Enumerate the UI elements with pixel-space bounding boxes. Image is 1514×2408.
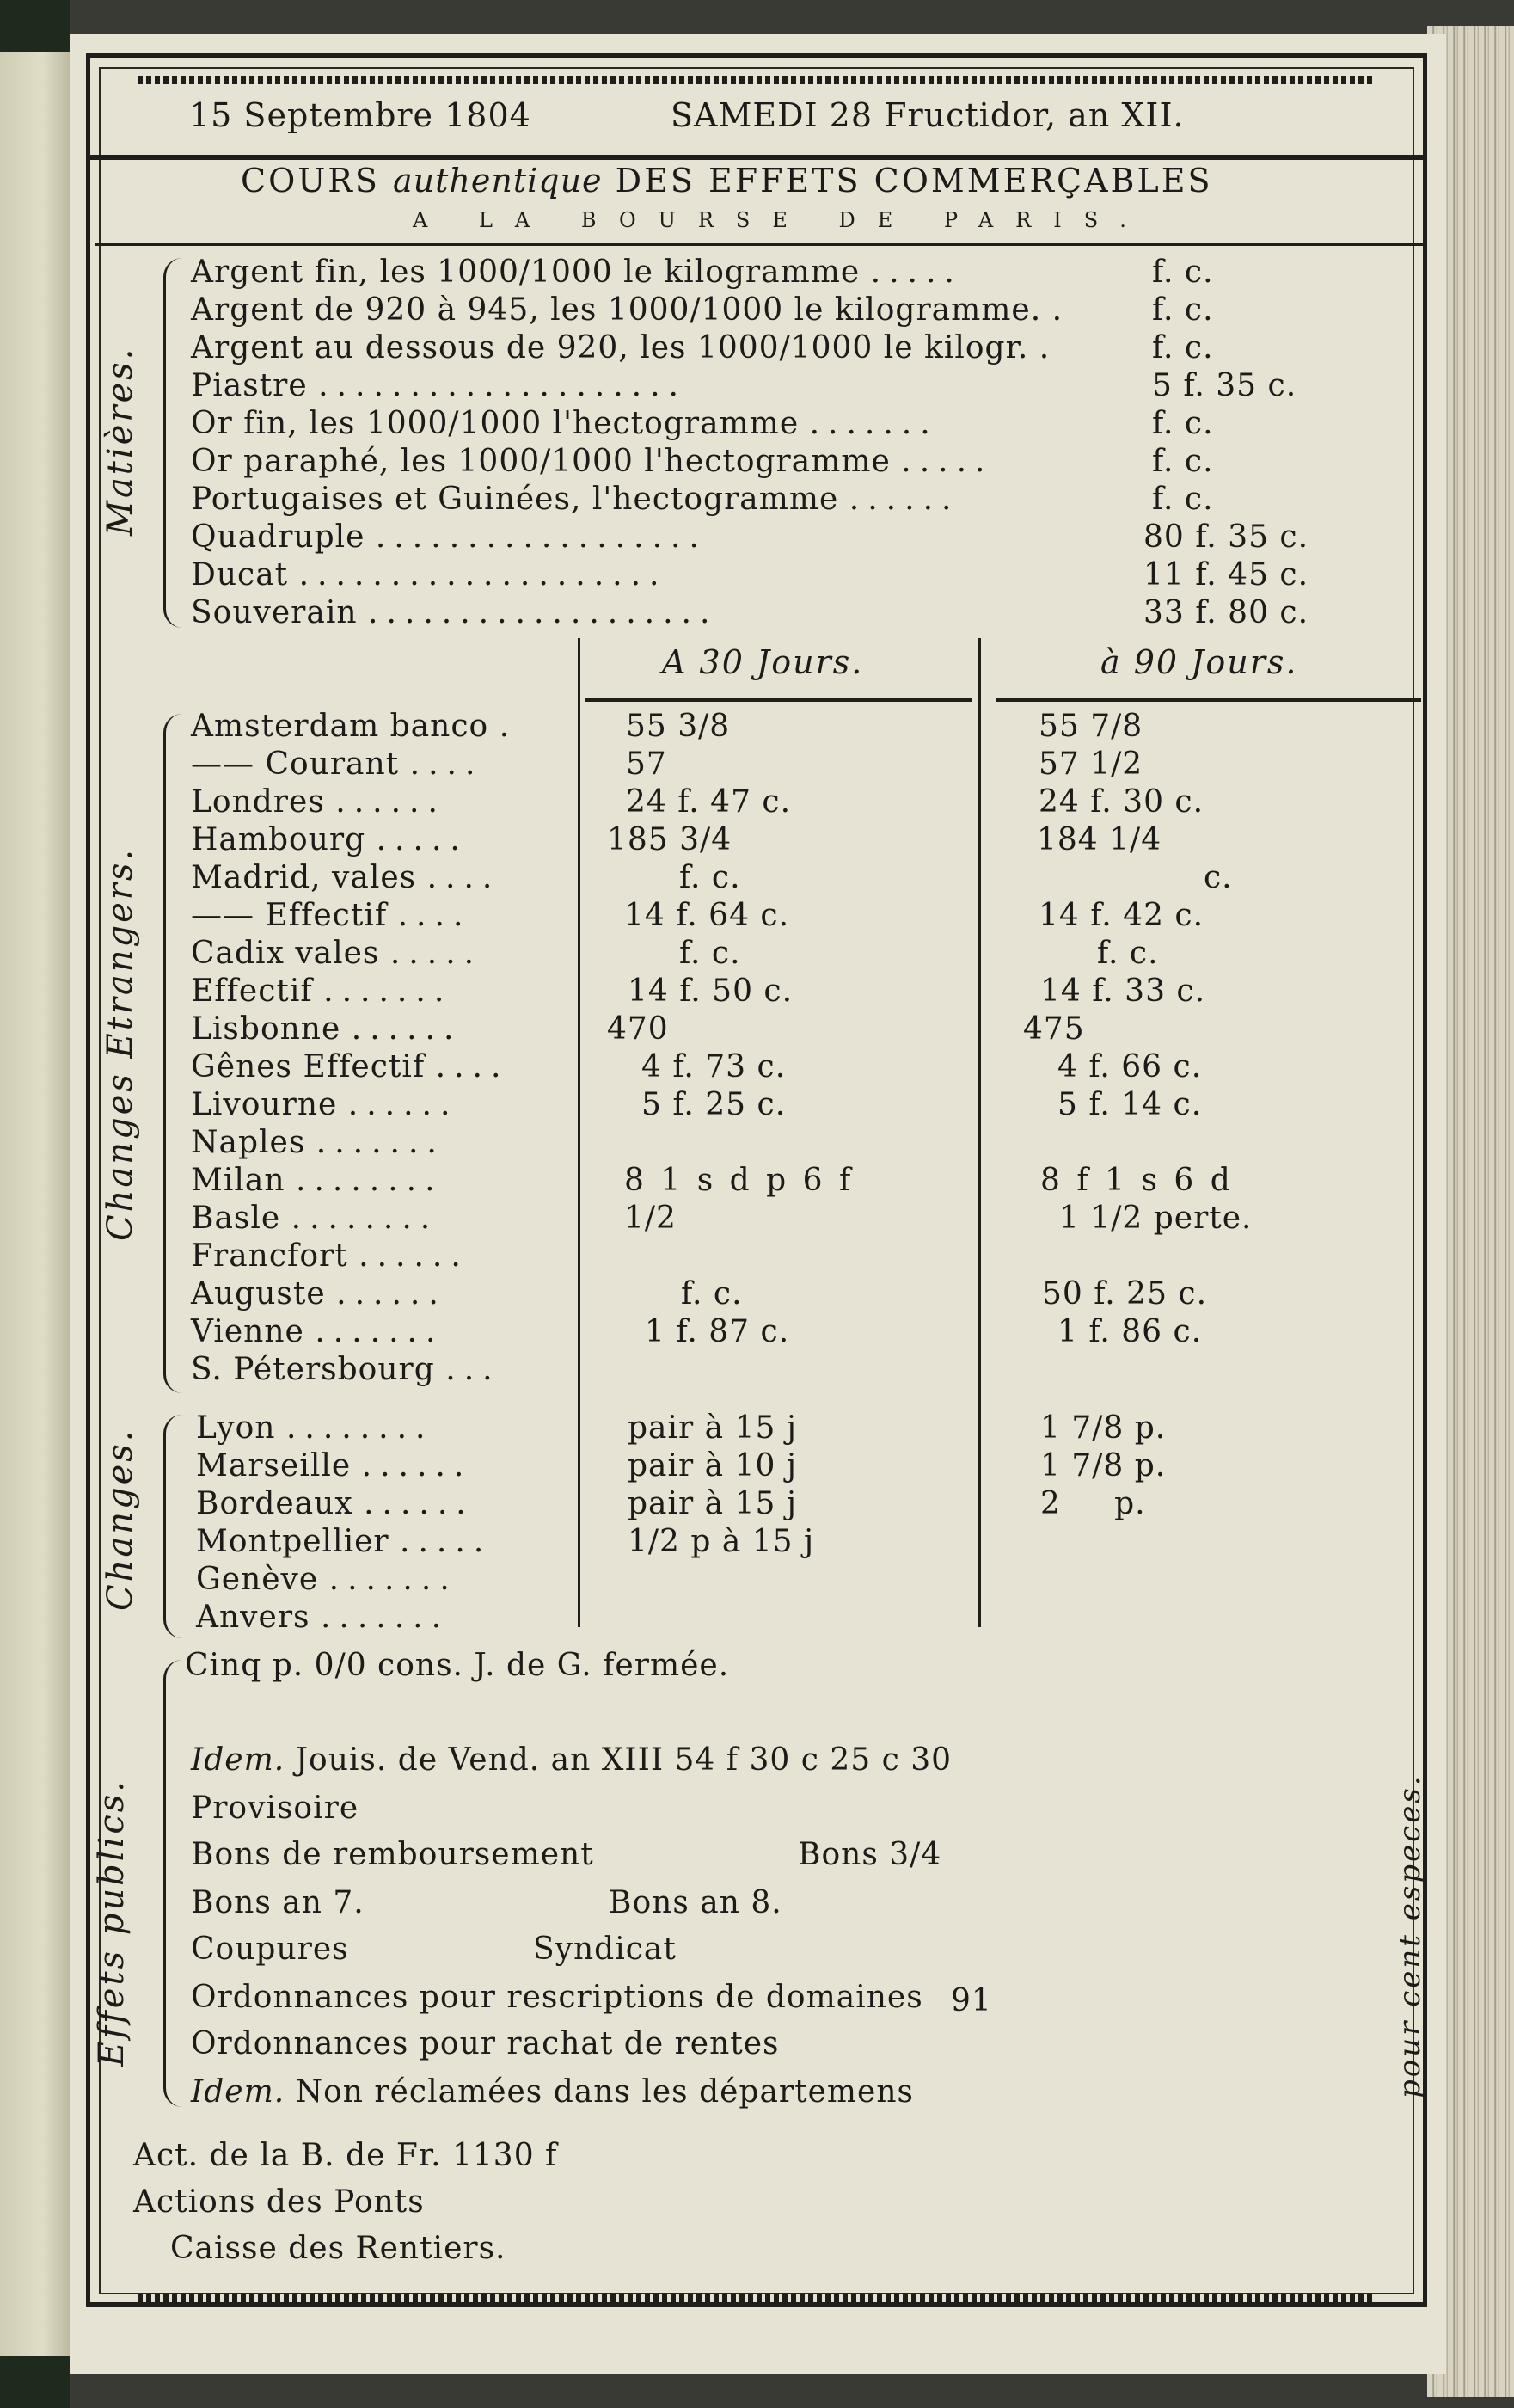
exchange-row	[191, 822, 469, 857]
exchange-row	[191, 1201, 438, 1236]
place-name: Effectif	[191, 974, 313, 1009]
place-name: Lisbonne	[191, 1011, 341, 1047]
place-name: Anvers	[196, 1600, 310, 1635]
place-name: Gênes Effectif	[191, 1049, 426, 1084]
title-cours: COURS	[241, 162, 380, 200]
rate-30-jours: 4 f. 73 c.	[641, 1049, 787, 1084]
leader-dots: ......	[849, 482, 960, 517]
exchange-row	[196, 1410, 433, 1446]
leader-dots: .......	[320, 1600, 451, 1635]
binding-band-bottom	[0, 2356, 70, 2408]
place-name: Hambourg	[191, 822, 366, 857]
non-reclamees-text: Non réclamées dans les départemens	[295, 2074, 915, 2110]
idem-label: Idem.	[191, 1742, 285, 1778]
rate-90-jours: 2 p.	[1040, 1486, 1146, 1521]
place-name: —— Effectif	[191, 898, 388, 933]
matiere-name: Souverain	[191, 595, 358, 630]
rate-30-jours: pair à 10 j	[628, 1448, 797, 1484]
leader-dots: .	[1039, 330, 1058, 366]
place-name: Naples	[191, 1125, 306, 1160]
title-effets: DES EFFETS COMMERÇABLES	[615, 162, 1213, 200]
leader-dots: .......	[323, 974, 453, 1009]
col-header-90-jours: à 90 Jours.	[1100, 643, 1298, 681]
rate-90-jours: 8 f 1 s 6 d	[1040, 1163, 1234, 1198]
matieres-row	[191, 595, 718, 630]
matieres-row	[191, 444, 993, 479]
matiere-price: 80 f. 35 c.	[1143, 519, 1309, 555]
col-header-rule-30	[585, 698, 972, 702]
rate-30-jours: f. c.	[681, 1276, 743, 1312]
rate-30-jours: pair à 15 j	[628, 1410, 797, 1446]
place-name: Bordeaux	[196, 1486, 353, 1521]
exchange-row	[191, 898, 471, 933]
effet-line-syndicat: Syndicat	[533, 1932, 677, 1967]
leader-dots: ......	[351, 1011, 463, 1047]
exchange-row	[191, 1125, 445, 1160]
rate-30-jours: 14 f. 64 c.	[624, 898, 790, 933]
exchange-row	[191, 974, 452, 1009]
matiere-price: 33 f. 80 c.	[1143, 595, 1309, 630]
rate-90-jours: 1 7/8 p.	[1040, 1448, 1167, 1484]
rate-30-jours: 8 1 s d p 6 f	[624, 1163, 855, 1198]
leader-dots: ......	[359, 1238, 469, 1274]
leader-dots: ......	[361, 1448, 473, 1484]
column-rule-mid	[978, 638, 981, 1627]
leader-dots: ....................	[318, 368, 687, 403]
bottom-ornament	[138, 2294, 1376, 2303]
matiere-name: Or paraphé, les 1000/1000 l'hectogramme	[191, 444, 891, 479]
matiere-price: f. c.	[1152, 255, 1214, 290]
effet-value-ordonnances: 91	[951, 1983, 992, 2018]
effet-line-ordonnances-rachat: Ordonnances pour rachat de rentes	[191, 2026, 780, 2061]
exchange-row	[196, 1486, 475, 1521]
section-label-matieres: Matières.	[101, 346, 140, 536]
exchange-row	[191, 1087, 458, 1122]
rate-30-jours: 57	[626, 746, 667, 782]
col-header-rule-90	[996, 698, 1421, 702]
place-name: Milan	[191, 1163, 285, 1198]
leader-dots: ......	[347, 1087, 459, 1122]
leader-dots: ......	[335, 784, 446, 820]
leader-dots: .....	[901, 444, 994, 479]
matieres-row	[191, 330, 1057, 366]
footer-actions-ponts: Actions des Ponts	[133, 2184, 425, 2220]
effet-line-non-reclamees	[191, 2074, 914, 2110]
leader-dots: .......	[809, 406, 939, 441]
rate-90-jours: 55 7/8	[1039, 709, 1143, 744]
exchange-row	[191, 1163, 444, 1198]
place-name: Vienne	[191, 1314, 304, 1349]
section-label-effets-publics: Effets publics.	[92, 1778, 132, 2067]
rate-30-jours: 24 f. 47 c.	[626, 784, 792, 820]
binding-band-top	[0, 0, 70, 52]
exchange-row	[191, 1352, 501, 1387]
matiere-name: Argent au dessous de 920, les 1000/1000 le kilogr.	[191, 330, 1029, 366]
changes-etrangers-brace	[163, 714, 183, 1393]
effet-line-ordonnances-rescriptions: Ordonnances pour rescriptions de domaines	[191, 1980, 923, 2015]
exchange-row	[196, 1600, 450, 1635]
leader-dots: ........	[285, 1410, 434, 1446]
effet-line-cinq-pour-cent: Cinq p. 0/0 cons. J. de G. fermée.	[185, 1648, 730, 1683]
rate-90-jours: 475	[1023, 1011, 1085, 1047]
effet-line-provisoire: Provisoire	[191, 1791, 359, 1826]
rate-30-jours: 1/2	[624, 1201, 677, 1236]
rate-30-jours: pair à 15 j	[628, 1486, 797, 1521]
exchange-row	[191, 936, 482, 971]
leader-dots: ...	[445, 1352, 501, 1387]
matieres-row	[191, 519, 708, 555]
place-name: Montpellier	[196, 1524, 389, 1559]
leader-dots: .....	[870, 255, 963, 290]
matieres-row	[191, 368, 687, 403]
section-label-changes-etrangers: Changes Etrangers.	[101, 846, 140, 1241]
exchange-row	[191, 709, 518, 744]
rate-90-jours: 24 f. 30 c.	[1039, 784, 1204, 820]
footer-caisse-rentiers: Caisse des Rentiers.	[170, 2231, 506, 2266]
changes-brace	[163, 1415, 183, 1638]
matieres-row	[191, 482, 959, 517]
leader-dots: ...................	[368, 595, 719, 630]
col-header-30-jours: A 30 Jours.	[662, 643, 864, 681]
page-subtitle: A LA BOURSE DE PARIS.	[413, 208, 1149, 232]
exchange-row	[196, 1524, 492, 1559]
matiere-price: f. c.	[1152, 292, 1214, 328]
effet-line-bons-an-8: Bons an 8.	[609, 1885, 782, 1920]
leader-dots: .......	[328, 1562, 458, 1597]
leader-dots: ......	[336, 1276, 447, 1312]
rate-90-jours: 1 f. 86 c.	[1057, 1314, 1203, 1349]
effet-line-coupures: Coupures	[191, 1932, 349, 1967]
matiere-price: 11 f. 45 c.	[1143, 557, 1309, 593]
place-name: Genève	[196, 1562, 319, 1597]
matiere-price: f. c.	[1152, 406, 1214, 441]
leader-dots: .......	[315, 1314, 444, 1349]
place-name: Livourne	[191, 1087, 338, 1122]
effet-line-bons-an-7: Bons an 7.	[191, 1885, 365, 1920]
header-rule	[90, 155, 1423, 160]
leader-dots: .....	[389, 936, 483, 971]
leader-dots: .....	[376, 822, 469, 857]
exchange-row	[191, 1238, 469, 1274]
effet-line-bons-remboursement: Bons de remboursement	[191, 1837, 594, 1872]
effets-publics-brace	[163, 1660, 183, 2107]
effet-value-bons: Bons 3/4	[798, 1837, 942, 1872]
leader-dots: .....	[400, 1524, 493, 1559]
leader-dots: ........	[296, 1163, 444, 1198]
footer-actions-banque: Act. de la B. de Fr. 1130 f	[133, 2138, 558, 2173]
side-label-pour-cent: pour cent especes.	[1393, 1773, 1427, 2098]
rate-30-jours: f. c.	[679, 936, 741, 971]
rate-30-jours: 1 f. 87 c.	[645, 1314, 790, 1349]
place-name: Cadix vales	[191, 936, 380, 971]
title-rule	[95, 243, 1427, 246]
matieres-row	[191, 292, 1070, 328]
place-name: Auguste	[191, 1276, 326, 1312]
rate-30-jours: f. c.	[679, 860, 741, 895]
jouissance-text: Jouis. de Vend. an XIII 54 f 30 c 25 c 30	[295, 1742, 953, 1778]
matiere-name: Quadruple	[191, 519, 365, 555]
matieres-brace	[163, 258, 183, 628]
place-name: S. Pétersbourg	[191, 1352, 435, 1387]
leader-dots: ....................	[298, 557, 668, 593]
place-name: —— Courant	[191, 746, 400, 782]
issue-date: 15 Septembre 1804	[189, 96, 531, 134]
matiere-name: Argent fin, les 1000/1000 le kilogramme	[191, 255, 861, 290]
leader-dots: ....	[397, 898, 472, 933]
leader-dots: ..................	[375, 519, 708, 555]
book-binding	[0, 0, 70, 2397]
rate-30-jours: 5 f. 25 c.	[641, 1087, 787, 1122]
idem-label: Idem.	[191, 2074, 285, 2110]
title-authentique: authentique	[393, 162, 603, 200]
rate-90-jours: 14 f. 33 c.	[1040, 974, 1206, 1009]
rate-90-jours: 1 7/8 p.	[1040, 1410, 1167, 1446]
matiere-name: Argent de 920 à 945, les 1000/1000 le kilogramme.	[191, 292, 1042, 328]
place-name: Marseille	[196, 1448, 352, 1484]
top-ornament	[138, 76, 1376, 84]
exchange-row	[191, 1011, 462, 1047]
place-name: Amsterdam banco	[191, 709, 489, 744]
rate-30-jours: 1/2 p à 15 j	[628, 1524, 815, 1559]
matiere-name: Portugaises et Guinées, l'hectogramme	[191, 482, 839, 517]
exchange-row	[196, 1562, 458, 1597]
place-name: Lyon	[196, 1410, 276, 1446]
leader-dots: .	[1051, 292, 1071, 328]
rate-90-jours: 50 f. 25 c.	[1042, 1276, 1208, 1312]
matiere-price: 5 f. 35 c.	[1152, 368, 1297, 403]
matieres-row	[191, 557, 667, 593]
issue-day: SAMEDI 28 Fructidor, an XII.	[671, 96, 1185, 134]
place-name: Londres	[191, 784, 325, 820]
matieres-row	[191, 406, 939, 441]
exchange-row	[191, 746, 483, 782]
matiere-price: f. c.	[1152, 444, 1214, 479]
rate-30-jours: 14 f. 50 c.	[628, 974, 794, 1009]
rate-30-jours: 470	[607, 1011, 669, 1047]
matiere-price: f. c.	[1152, 330, 1214, 366]
effet-line-jouissance	[191, 1742, 952, 1778]
matiere-name: Ducat	[191, 557, 289, 593]
rate-30-jours: 185 3/4	[607, 822, 732, 857]
exchange-row	[191, 860, 500, 895]
exchange-row	[196, 1448, 472, 1484]
exchange-row	[191, 784, 446, 820]
place-name: Francfort	[191, 1238, 348, 1274]
leader-dots: .	[499, 709, 518, 744]
leader-dots: .......	[316, 1125, 445, 1160]
matiere-price: f. c.	[1152, 482, 1214, 517]
leader-dots: ........	[291, 1201, 439, 1236]
rate-90-jours: c.	[1204, 860, 1233, 895]
leader-dots: ....	[426, 860, 501, 895]
section-label-changes: Changes.	[101, 1428, 140, 1611]
rate-90-jours: 1 1/2 perte.	[1059, 1201, 1253, 1236]
rate-90-jours: f. c.	[1097, 936, 1159, 971]
rate-90-jours: 5 f. 14 c.	[1057, 1087, 1203, 1122]
rate-90-jours: 14 f. 42 c.	[1039, 898, 1204, 933]
place-name: Basle	[191, 1201, 281, 1236]
exchange-row	[191, 1049, 509, 1084]
matiere-name: Or fin, les 1000/1000 l'hectogramme	[191, 406, 800, 441]
leader-dots: ......	[364, 1486, 475, 1521]
exchange-row	[191, 1314, 444, 1349]
leader-dots: ....	[435, 1049, 510, 1084]
column-rule-left	[578, 638, 580, 1627]
rate-90-jours: 184 1/4	[1037, 822, 1162, 857]
page-title	[241, 162, 1212, 200]
rate-30-jours: 55 3/8	[626, 709, 731, 744]
matieres-row	[191, 255, 963, 290]
exchange-row	[191, 1276, 447, 1312]
leader-dots: ....	[409, 746, 484, 782]
rate-90-jours: 4 f. 66 c.	[1057, 1049, 1203, 1084]
rate-90-jours: 57 1/2	[1039, 746, 1143, 782]
place-name: Madrid, vales	[191, 860, 417, 895]
matiere-name: Piastre	[191, 368, 308, 403]
